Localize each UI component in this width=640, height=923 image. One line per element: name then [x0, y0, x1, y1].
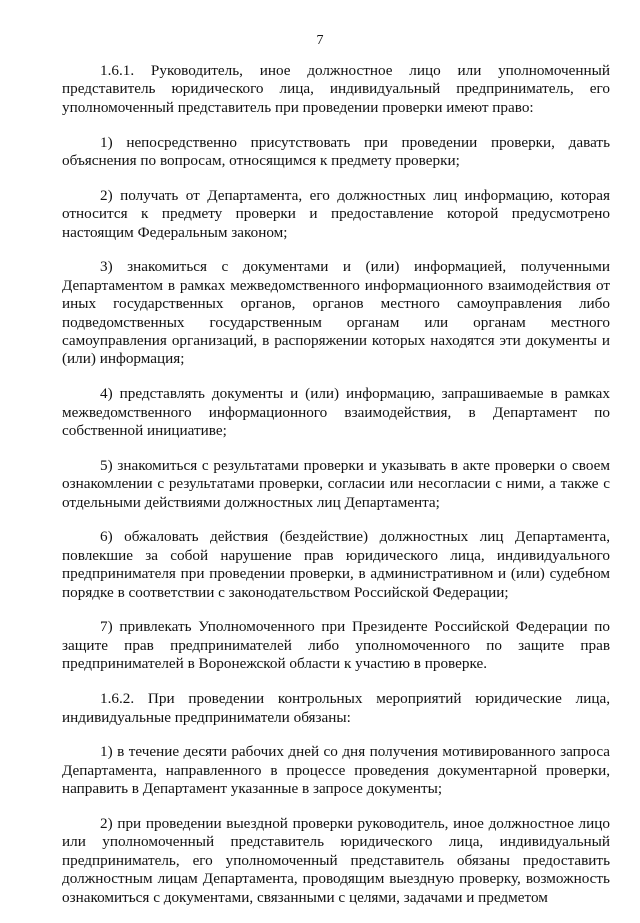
paragraph-item-2: 2) получать от Департамента, его должностных лиц информацию, которая относится к предмету проверки и предоставление которой предусмотрено настоящим Федеральным законом; — [62, 186, 610, 241]
paragraph-1-6-2: 1.6.2. При проведении контрольных мероприятий юридические лица, индивидуальные предприниматели обязаны: — [62, 690, 610, 726]
paragraph-item-1: 1) непосредственно присутствовать при проведении проверки, давать объяснения по вопросам, относящимся к предмету проверки; — [62, 133, 610, 170]
paragraph-1-6-1: 1.6.1. Руководитель, иное должностное лицо или уполномоченный представитель юридического лица, индивидуальный предприниматель, его уполномоченный представитель при проведении проверки имеют право: — [62, 62, 610, 116]
paragraph-item-4: 4) представлять документы и (или) информацию, запрашиваемые в рамках межведомственного информационного взаимодействия, в Департамент по собственной инициативе; — [62, 385, 610, 440]
paragraph-item-5: 5) знакомиться с результатами проверки и указывать в акте проверки о своем ознакомлении с результатами проверки, согласии или несогласии с ними, а также с отдельными действиями должностных лиц Департамента; — [62, 456, 610, 511]
page-number: 7 — [316, 33, 324, 48]
paragraph-duty-2: 2) при проведении выездной проверки руководитель, иное должностное лицо или уполномоченный представитель юридического лица, индивидуальный предприниматель, его уполномоченный представитель обязаны предоставить должностным лицам Департамента, проводящим выездную проверку, возможность ознакомиться с документами, связанными с целями, задачами и предметом — [62, 814, 610, 906]
document-body — [62, 62, 610, 923]
paragraph-item-7: 7) привлекать Уполномоченного при Президенте Российской Федерации по защите прав предпринимателей либо уполномоченного по защите прав предпринимателей в Воронежской области к участию в проверке. — [62, 618, 610, 673]
paragraph-item-3: 3) знакомиться с документами и (или) информацией, полученными Департаментом в рамках межведомственного информационного взаимодействия от иных государственных органов, органов местного самоуправления либо подведомственных государственным органам или органам местного самоуправления организаций, в распоряжении которых находятся эти документы и (или) информация; — [62, 258, 610, 368]
paragraph-duty-1: 1) в течение десяти рабочих дней со дня получения мотивированного запроса Департамента, направленного в процессе проведения документарной проверки, направить в Департамент указанные в запросе документы; — [62, 743, 610, 798]
paragraph-item-6: 6) обжаловать действия (бездействие) должностных лиц Департамента, повлекшие за собой нарушение прав юридического лица, индивидуального предпринимателя при проведении проверки, в административном и (или) судебном порядке в соответствии с законодательством Российской Федерации; — [62, 528, 610, 601]
